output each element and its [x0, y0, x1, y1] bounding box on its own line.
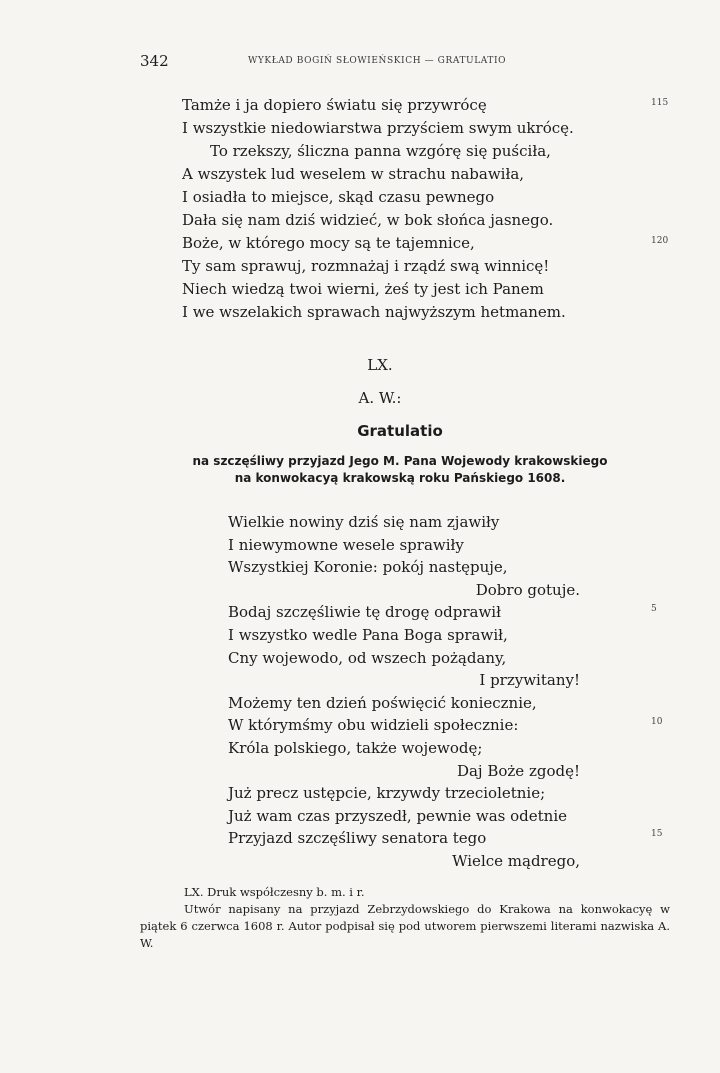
verse-line-short: Daj Boże zgodę! — [456, 761, 580, 780]
section-number: LX. — [367, 356, 393, 374]
verse-line: Wszystkiej Koronie: pokój następuje, — [228, 558, 508, 577]
verse-line: Dała się nam dziś widzieć, w bok słońca jasnego. — [182, 211, 554, 229]
verse-line: I wszystkie niedowiarstwa przyściem swym ukrócę. — [182, 119, 574, 137]
verse-block-gratulatio — [228, 511, 648, 873]
footnote-commentary: Utwór napisany na przyjazd Zebrzydowskiego do Krakowa na konwokacyę w piątek 6 czerwca 1608 r. Autor podpisał się pod utworem pierwszemi literami nazwiska A. W. — [140, 902, 670, 950]
verse-line: I wszystko wedle Pana Boga sprawił, — [228, 625, 508, 644]
line-number: 5 — [651, 604, 657, 614]
verse-line: Przyjazd szczęśliwy senatora tego — [228, 829, 487, 848]
footnote-source: LX. Druk współczesny b. m. i r. — [184, 885, 365, 899]
poem-title: Gratulatio — [357, 422, 443, 440]
line-number: 115 — [651, 98, 669, 108]
verse-line: Króla polskiego, także wojewodę; — [228, 738, 483, 757]
verse-line: Tamże i ja dopiero światu się przywrócę — [182, 96, 487, 114]
verse-line: I niewymowne wesele sprawiły — [228, 535, 464, 554]
line-number: 10 — [651, 717, 663, 727]
poem-subtitle: na szczęśliwy przyjazd Jego M. Pana Wojewody krakowskiego na konwokacyą krakowską roku Pańskiego 1608. — [192, 454, 608, 485]
verse-line-short: Wielce mądrego, — [452, 851, 580, 870]
verse-line: Bodaj szczęśliwie tę drogę odprawił — [228, 603, 501, 622]
line-number: 15 — [651, 829, 663, 839]
footnotes — [140, 884, 670, 952]
verse-line: Cny wojewodo, od wszech pożądany, — [228, 648, 507, 667]
verse-line: Ty sam sprawuj, rozmnażaj i rządź swą winnicę! — [182, 257, 550, 275]
verse-line-short: I przywitany! — [479, 671, 580, 690]
verse-line: A wszystek lud weselem w strachu nabawiła, — [182, 165, 525, 183]
verse-line: W którymśmy obu widzieli społecznie: — [228, 716, 519, 735]
author-initials: A. W.: — [358, 389, 402, 407]
running-head — [140, 52, 670, 70]
verse-block-continuation — [182, 94, 662, 324]
verse-line: Możemy ten dzień poświęcić koniecznie, — [228, 693, 537, 712]
verse-line: Już wam czas przyszedł, pewnie was odetnie — [228, 806, 568, 825]
verse-line: Niech wiedzą twoi wierni, żeś ty jest ich Panem — [182, 280, 544, 298]
verse-line-short: Dobro gotuje. — [475, 580, 580, 599]
page-number: 342 — [140, 52, 169, 70]
verse-line: Już precz ustępcie, krzywdy trzecioletnie; — [228, 784, 546, 803]
running-title: WYKŁAD BOGIŃ SŁOWIEŃSKICH — GRATULATIO — [248, 56, 507, 66]
verse-line: I osiadła to miejsce, skąd czasu pewnego — [182, 188, 495, 206]
verse-line: I we wszelakich sprawach najwyższym hetmanem. — [182, 303, 566, 321]
verse-line: To rzekszy, śliczna panna wzgórę się puściła, — [210, 142, 551, 160]
verse-line: Wielkie nowiny dziś się nam zjawiły — [228, 513, 500, 531]
verse-line: Boże, w którego mocy są te tajemnice, — [182, 234, 475, 252]
line-number: 120 — [651, 236, 669, 246]
